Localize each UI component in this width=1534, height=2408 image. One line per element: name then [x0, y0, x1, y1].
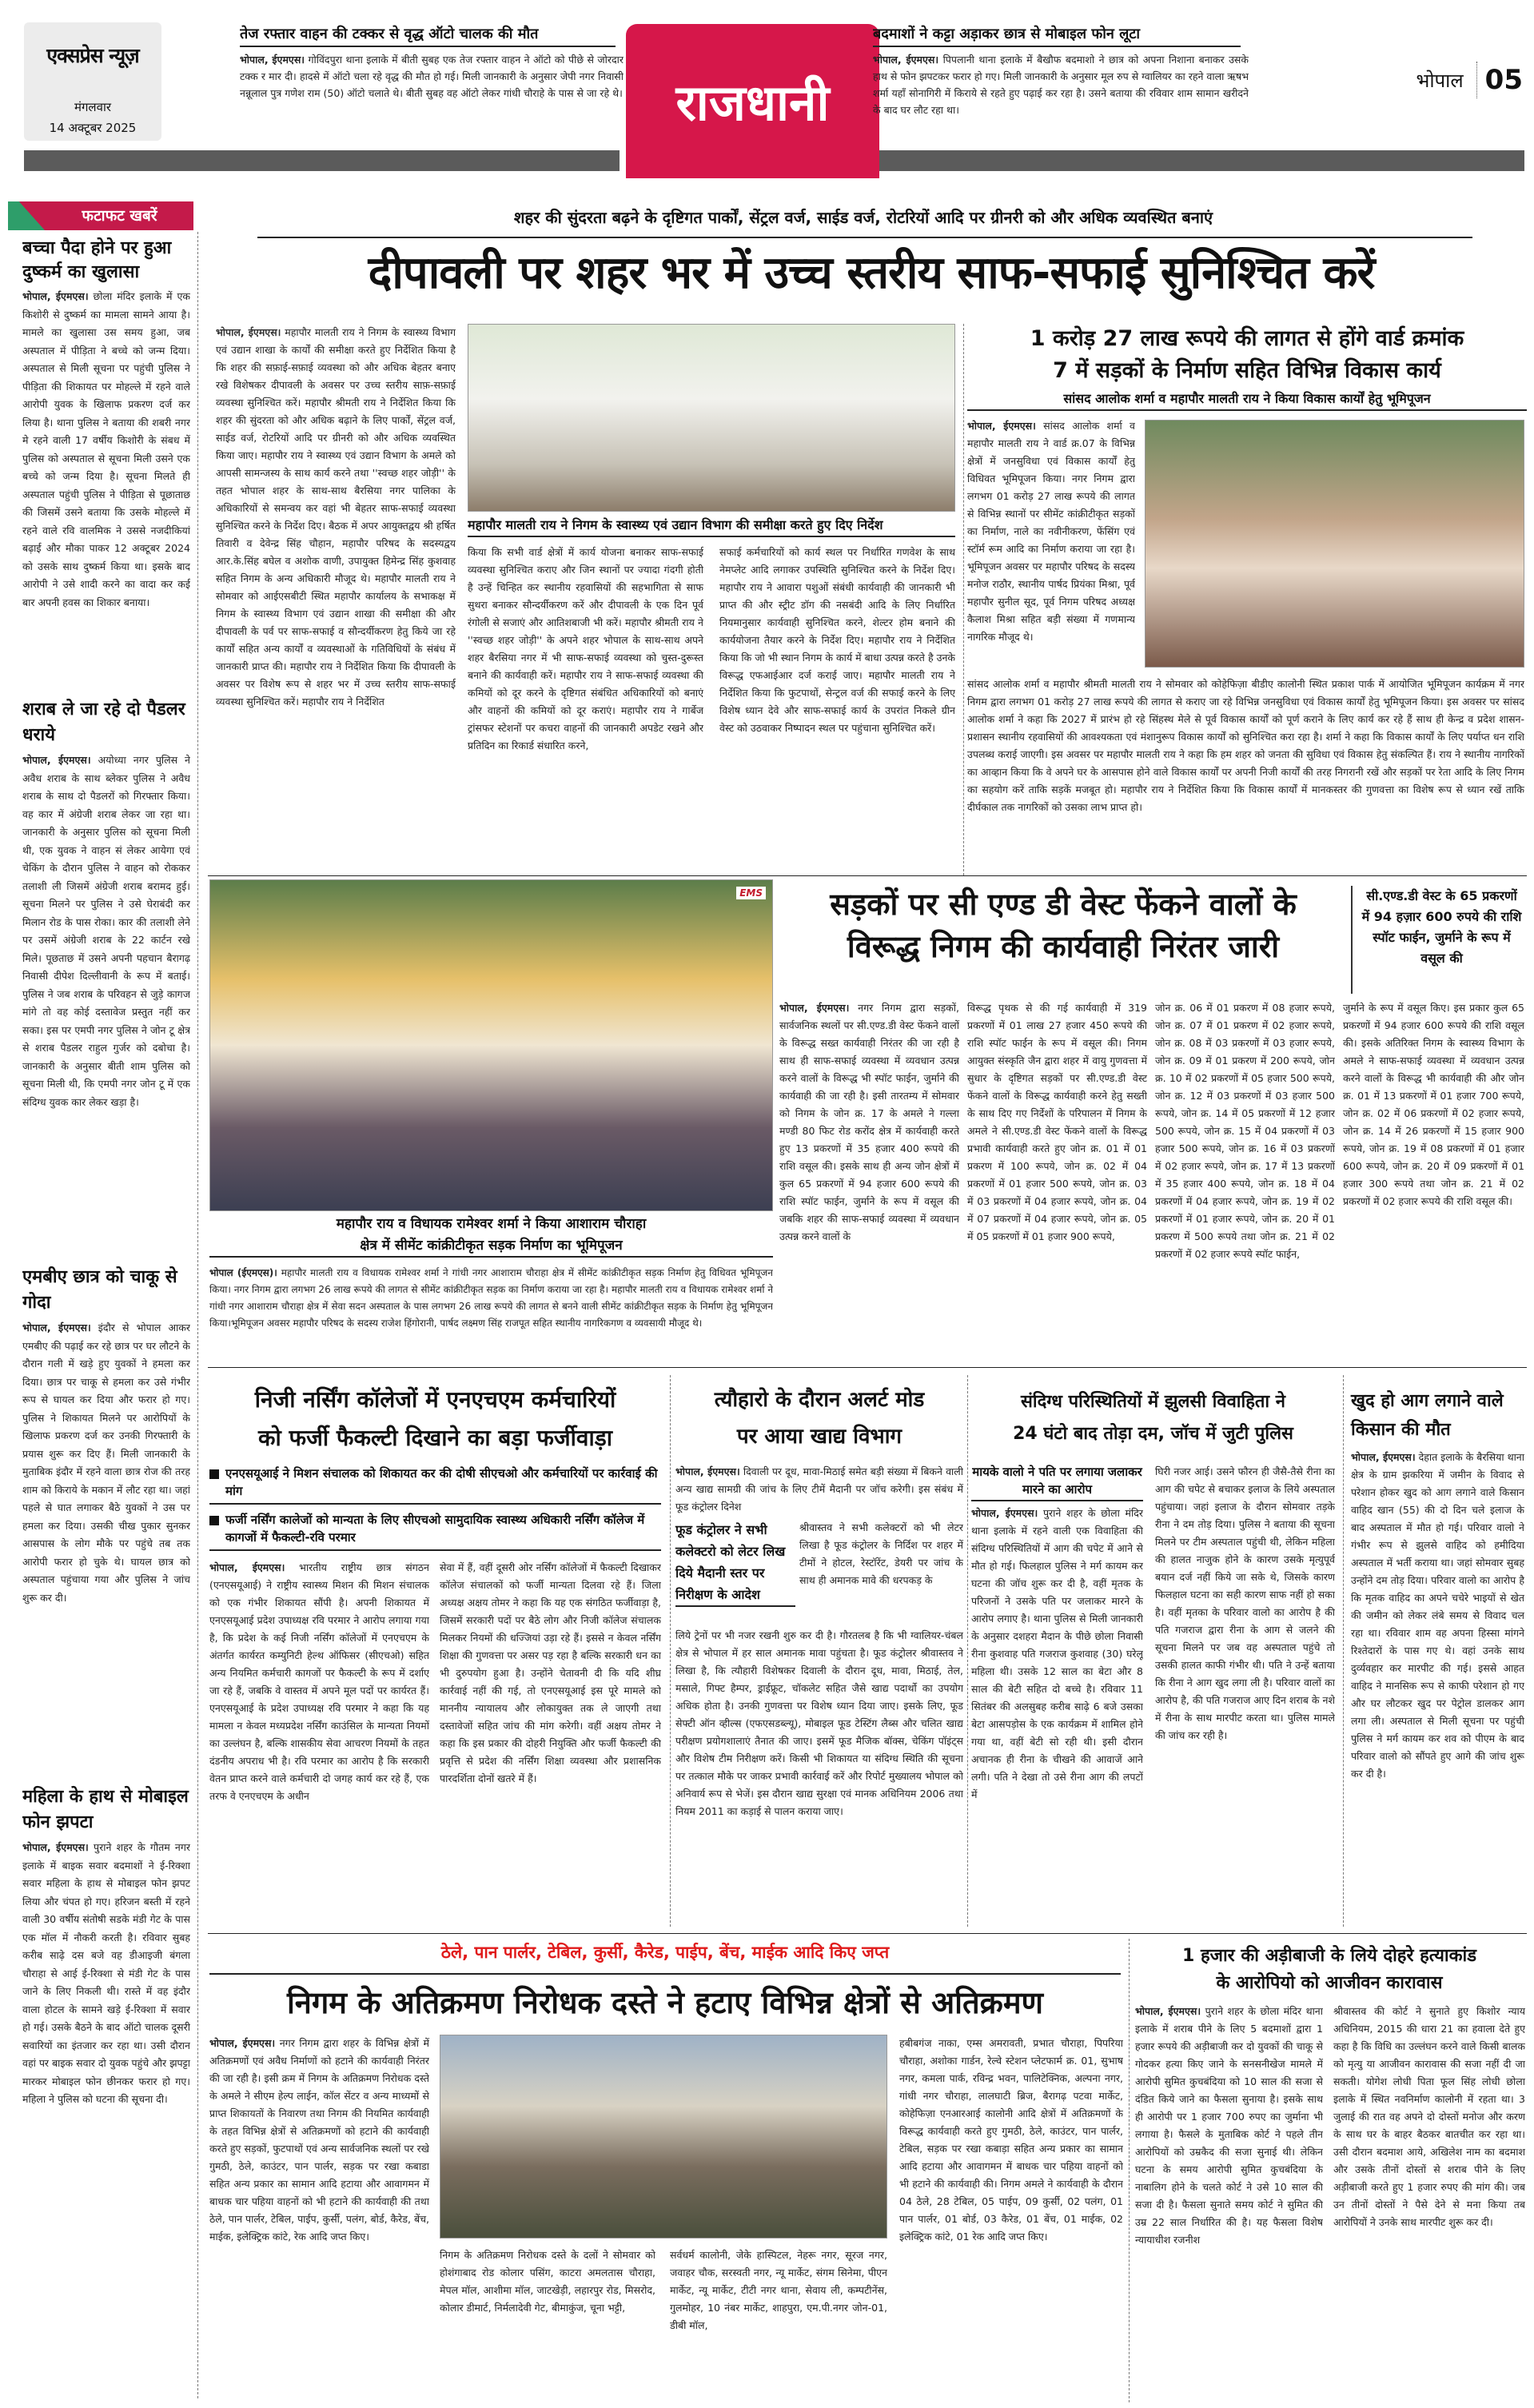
sidebar-story-2-dateline: भोपाल, ईएमएस।	[22, 754, 91, 766]
burn-headline-1: संदिग्ध परिस्थितियों में झुलसी विवाहिता ने	[1021, 1392, 1285, 1412]
lead-divider	[963, 324, 964, 875]
ward-body-col	[967, 676, 1524, 875]
top-brief-1-body: गोविंदपुरा थाना इलाके में बीती सुबह एक तेज रफ्तार वाहन ने ऑटो को पीछे से जोरदार टक्क र मार दी। हादसे में ऑटो चला रहे वृद्ध की मौत हो गई। मिली जानकारी के अनुसार जेपी नगर निवासी नन्नूलाल पुत्र गणेश राम (50) ऑटो चलाते थे। बीती सुबह वह ऑटो लेकर गांधी चौराहे के पास से जा रहे थे।	[240, 54, 624, 99]
square-bullet-icon	[209, 1469, 219, 1479]
sidebar-story-2-body: अयोध्या नगर पुलिस ने अवैध शराब के साथ ब्लेकर पुलिस ने अवैध शराब के साथ दो पैडलरों को गिरफ्तार किया। वह कार में अंग्रेजी शराब लेकर जा रहा था। जानकारी के अनुसार पुलिस को सूचना मिली थी, एक युवक ने वाहन सं लेकर आयेगा एवं चेकिंग के दौरान पुलिस ने वाहन को रोककर तलाशी ली जिसमें अंग्रेजी शराब बरामद हुई। सूचना मिलने पर पुलिस ने उसे घेराबंदी कर मिलान रोड के पास रोका। कार की तलाशी लेने पर उसमें अंग्रेजी शराब के 22 कार्टन रखे मिले। पूछताछ में उसने अपनी पहचान बैरागढ़ निवासी दीपेश दिल्लीवानी के रूप में बताई। पुलिस ने जब शराब के परिवहन से जुड़े कागज मांगे तो वह कोई दस्तावेज प्रस्तुत नहीं कर सका। इस पर एमपी नगर पुलिस ने जोन टू क्षेत्र से शराब पैडलर राहुल गुर्जर को दबोचा है। जानकारी के अनुसार बीती शाम पुलिस को सूचना मिली थी, कि एमपी नगर जोन टू में एक संदिग्ध युवक कार लेकर खड़ा है।	[22, 754, 190, 1108]
road-body-col	[209, 1265, 773, 1361]
burn-dateline: भोपाल, ईएमएस।	[971, 1507, 1038, 1519]
sidebar-story-1-body: छोला मंदिर इलाके में एक किशोरी से दुष्कर्म का मामला सामने आया है। मामले का खुलासा उस समय हुआ, जब अस्पताल में पीड़िता ने बच्चे को जन्म दिया। अस्पताल से मिली सूचना पर पहुंची पुलिस ने पीड़िता की शिकायत पर मोहल्ले में रहने वाले आरोपी युवक के खिलाफ प्रकरण दर्ज कर लिया है। थाना पुलिस ने बताया की शबरी नगर मे रहने वाली 17 वर्षीय किशोरी के संबध में पुलिस को अस्पताल से सूचना मिली उसने एक बच्चे को जन्म दिया है। सूचना मिलते ही अस्पताल पहुंची पुलिस ने पीड़िता से पूछाताछ की जिसमें उसने बताया कि उसके मोहल्ले में रहने वाले रवि वालमिक ने उससे नजदीकियां बढ़ाई और मौका पाकर 12 अक्टूबर 2024 को उसके साथ दुष्कर्म किया था। इसके बाद आरोपी ने उसे शादी करने का वादा कर कई बार अपनी हवस का शिकार बनाया।	[22, 290, 190, 608]
cd-body-1: नगर निगम द्वारा सड़कों, सार्वजनिक स्थलों पर सी.एण्ड.डी वेस्ट फेंकने वालों के विरूद्ध सख्त कार्यवाही निरंतर की जा रही है साथ ही साफ-सफाई व्यवस्था में व्यवधान उत्पन्न करने वालों के विरूद्ध भी स्पॉट फाईन, जुर्माने की कार्यवाही की जा रही है। इसी तारतम्य में सोमवार को निगम के जोन क्र. 17 के अमले ने गल्ला मण्डी 80 फिट रोड करोंद क्षेत्र में कार्यवाही करते हुए 13 प्रकरणों में 35 हजार 400 रूपये की राशि वसूल की। इसके साथ ही अन्य जोन क्षेत्रों में कुल 65 प्रकरणों में 94 हजार 600 रूपये की राशि स्पॉट फाईन, जुर्माने के रूप में वसूल की जबकि शहर की साफ-सफाई व्यवस्था में व्यवधान उत्पन्न करने वालों के	[779, 1002, 959, 1242]
encroach-body-4: हबीबगंज नाका, एम्स अमरावती, प्रभात चौराहा, पिपरिया चौराहा, अशोका गार्डन, रेल्वे स्टेशन प्लेटफार्म क्र. 01, सुभाष नगर, कमला पार्क, रविन्द्र भवन, पालिटेक्निक, अल्पना नगर, गांधी नगर चौराहा, लालघाटी ब्रिज, बैरागढ़ पटवा मार्केट, कोहेफिज़ा एनआरआई कालोनी आदि क्षेत्रों में अतिक्रमणों के विरूद्ध कार्यवाही करते हुए गुमठी, ठेले, काउंटर, पान पार्लर, टेबिल, सड़क पर रखा कबाड़ा सहित अन्य प्रकार का सामान आदि हटाया और आवागमन में बाधक चार पहिया वाहनों को भी हटाने की कार्यवाही की। निगम अमले ने कार्यवाही के दौरान 04 ठेले, 28 टेबिल, 05 पाईप, 09 कुर्सी, 02 पलंग, 01 पान पार्लर, 01 बोर्ड, 03 कैरेड, 01 बेंच, 01 माईक, 02 इलेक्ट्रिक कांटे, 01 रेक आदि जप्त किए।	[899, 2037, 1123, 2243]
road-dateline: भोपाल (ईएमएस)।	[209, 1267, 277, 1278]
farmer-headline: खुद हो आग लगाने वाले किसान की मौत	[1351, 1391, 1504, 1440]
masthead-band-right	[873, 150, 1524, 171]
sidebar-story-4-headline: महिला के हाथ से मोबाइल फोन झपटा	[22, 1787, 189, 1832]
ward-headline-2: 7 में सड़कों के निर्माण सहित विभिन्न विकास कार्य	[1053, 358, 1441, 383]
lead-dateline: भोपाल, ईएमएस।	[216, 326, 281, 338]
nursing-body-2: सेवा में हैं, वहीं दूसरी ओर नर्सिंग कॉलेजों में फैकल्टी दिखाकर कॉलेज संचालकों को फर्जी मान्यता दिलवा रहे हैं। जिला अध्यक्ष अक्षय तोमर ने कहा कि यह एक संगठित फर्जीवाड़ा है, जिसमें सरकारी पदों पर बैठे लोग और निजी कॉलेज संचालक मिलकर नियमों की धज्जियां उड़ा रहे हैं। इससे न केवल नर्सिंग शिक्षा की गुणवत्ता पर असर पड़ रहा है बल्कि सरकारी धन का भी दुरुपयोग हुआ है। उन्होंने चेतावनी दी कि यदि शीघ्र कार्रवाई नहीं की गई, तो एनएसयूआई इस पूरे मामले को माननीय न्यायालय और लोकायुक्त तक ले जाएगी तथा दस्तावेजों सहित जांच की मांग करेगी। वहीं अक्षय तोमर ने कहा कि इस प्रकार की दोहरी नियुक्ति और फर्जी फैकल्टी की प्रवृत्ति से प्रदेश की नर्सिंग शिक्षा व्यवस्था और प्रशासनिक पारदर्शिता दोनों खतरे में हैं।	[440, 1561, 661, 1784]
encroach-kicker: ठेले, पान पार्लर, टेबिल, कुर्सी, कैरेड, पाईप, बेंच, माईक आदि किए जप्त	[440, 1943, 890, 1962]
lead-headline: दीपावली पर शहर भर में उच्च स्तरीय साफ-सफाई सुनिश्चित करें	[368, 247, 1375, 299]
lead-body-2: किया कि सभी वार्ड क्षेत्रों में कार्य योजना बनाकर साफ-सफाई व्यवस्था सुनिश्चित कराए और जिन स्थानों पर ज्यादा गंदगी होती है उन्हें चिन्हित कर स्थानीय रहवासियों की सहभागिता से साफ सुथरा बनाकर सौन्दर्यीकरण करें और दीपावली के एक दिन पूर्व रंगोली से सजाएं और आतिशबाजी भी करें। महापौर श्रीमती राय ने ''स्वच्छ शहर जोड़ी'' के अपने शहर भोपाल के साथ-साथ अपने शहर बैरसिया नगर में भी साफ-सफाई व्यवस्था को चुस्त-दुरूस्त बनाने की कार्यवाही करें। महापौर राय ने साफ-सफाई व्यवस्था की कमियों को दूर करने के दृष्टिगत संबंधित अधिकारियों को बनाएं और वाहनों की कमियों को दूर कराएं। महापौर राय ने गार्बेज ट्रांसफर स्टेशनों पर कचरा वाहनों की जानकारी अपडेट रखने और प्रतिदिन का रिकार्ड संधारित करने,	[468, 546, 703, 752]
cd-col-1	[779, 999, 959, 1363]
murder-body-1: पुराने शहर के छोला मंदिर थाना इलाके में शराब पीने के लिए 5 बदमाशों द्वारा 1 हजार रूपये की अड़ीबाजी कर दो युवकों की चाकू से गोदकर हत्या किए जाने के सनसनीखेज मामले में आरोपी सुमित कुचबंदिया को 10 साल की सजा से दंडित किये जाने का फैसला सुनाया है। इसके साथ ही आरोपी पर 1 हजार 700 रुपए का जुर्माना भी लगाया है। फैसले के मुताबिक कोर्ट ने पहले तीन आरोपियों को उम्रकैद की सजा सुनाई थी। लेकिन घटना के समय आरोपी सुमित कुचबंदिया के नाबालिग होने के चलते कोर्ट ने उसे 10 साल की सजा दी है। फैसला सुनाते समय कोर्ट ने सुमित की उम्र 22 साल निर्धारित की है। यह फैसला विशेष न्यायाधीश रजनीश	[1135, 2005, 1323, 2246]
square-bullet-icon	[209, 1516, 219, 1525]
nursing-headline-2: को फर्जी फैकल्टी दिखाने का बड़ा फर्जीवाड़ा	[258, 1425, 612, 1451]
sidebar-story-3-dateline: भोपाल, ईएमएस।	[22, 1322, 91, 1334]
top-brief-1-headline: तेज रफ्तार वाहन की टक्कर से वृद्ध ऑटो चालक की मौत	[240, 24, 616, 47]
burn-subhead: मायके वालो ने पति पर लगाया जलाकर मारने का आरोप	[971, 1463, 1143, 1501]
food-dateline: भोपाल, ईएमएस।	[675, 1465, 740, 1477]
sidebar-story-1-headline: बच्चा पैदा होने पर हुआ दुष्कर्म का खुलासा	[22, 238, 172, 282]
section-title-box	[626, 24, 879, 178]
murder-headline-2: के आरोपियो को आजीवन कारावास	[1216, 1973, 1443, 1993]
nursing-bullet-1	[209, 1465, 661, 1505]
lead-photo	[468, 324, 955, 512]
sidebar-divider	[197, 232, 198, 2398]
nursing-bullet-2-text: फर्जी नर्सिंग कालेजों को मान्यता के लिए सीएचओ सामुदायिक स्वास्थ्य अधिकारी नर्सिंग कॉलेज में कागजों में फैकल्टी-रवि परमार	[225, 1513, 645, 1545]
nursing-col-1	[209, 1559, 429, 1927]
food-pullquote: फूड कंट्रोलर ने सभी कलेक्टरो को लेटर लिख दिये मैदानी स्तर पर निरीक्षण के आदेश	[675, 1519, 795, 1607]
cd-body-2: विरूद्ध पृथक से की गई कार्यवाही में 319 प्रकरणों में 01 लाख 27 हजार 450 रूपये की राशि स्पॉट फाईन के रूप में वसूल की। निगम आयुक्त संस्कृति जैन द्वारा शहर में वायु गुणवत्ता में सुधार के दृष्टिगत सड़कों पर सी.एण्ड.डी वेस्ट फेंकने वालों के विरूद्ध कार्यवाही करने हेतु सख्ती के साथ दिए गए निर्देशों के परिपालन में निगम के अमले ने सी.एण्ड.डी वेस्ट फेंकने वालों के विरूद्ध प्रभावी कार्यवाही करते हुए जोन क्र. 01 में 01 प्रकरण में 100 रूपये, जोन क्र. 02 में 04 प्रकरणों में 01 हजार 500 रूपये, जोन क्र. 03 में 03 प्रकरणों में 04 हजार रूपये, जोन क्र. 04 में 07 प्रकरणों में 04 हजार रूपये, जोन क्र. 05 में 05 प्रकरणों में 01 हजार 900 रूपये,	[967, 1002, 1147, 1242]
murder-dateline: भोपाल, ईएमएस।	[1135, 2005, 1201, 2017]
encroach-photo	[440, 2035, 887, 2239]
food-lead-body: दिवाली पर दूध, मावा-मिठाई समेत बड़ी संख्या में बिकने वाली अन्य खाद्य सामग्री की जांच के लिए टीमें मैदानी पर जॉच करेगी। इस संबंध में फूड कंट्रोलर दिनेश	[675, 1465, 963, 1513]
murder-body-2: श्रीवास्तव की कोर्ट ने सुनाते हुए किशोर न्याय अधिनियम, 2015 की धारा 21 का हवाला देते हुए कहा है कि विधि का उल्लंघन करने वाले किसी बालक को मृत्यु या आजीवन कारावास की सजा नहीं दी जा सकती। योगेश लोधी पिता फूल सिंह लोधी छोला इलाके में स्थित नवनिर्माण कालोनी में रहता था। 3 जुलाई की रात वह अपने दो दोस्तों मनोज और करण के साथ घर के बाहर बैठकर बातचीत कर रहा था। उसी दौरान बदमाश आये, अखिलेश नाम का बदमाश और उसके तीनों दोस्तों से शराब पीने के लिए अड़ीबाजी करते हुए 1 हजार रुपए की मांग की। जब उन तीनों दोस्तों ने पैसे देने से मना किया तब आरोपियों ने उनके साथ मारपीट शुरू कर दी।	[1333, 2005, 1525, 2228]
burn-col-1	[971, 1505, 1143, 1927]
section-title: राजधानी	[675, 73, 830, 132]
road-caption-2: क्षेत्र में सीमेंट कांक्रीटीकृत सड़क निर्माण का भूमिपूजन	[209, 1235, 773, 1258]
sidebar-story-2	[22, 697, 190, 1247]
sidebar-column	[22, 237, 190, 2395]
ward-subhead: सांसद आलोक शर्मा व महापौर मालती राय ने किया विकास कार्यों हेतु भूमिपूजन	[967, 389, 1527, 411]
masthead-brand-box	[24, 22, 161, 141]
top-brief-1	[240, 24, 624, 148]
burn-body-2: घिरी नजर आई। उसने फौरन ही जैसै-तैसे रीना का आग की चपेट से बचाकर इलाज के लिये अस्पताल पहुंचाया। जहां इलाज के दौरान सोमवार तड़के रीना ने दम तोड़ दिया। पुलिस ने बताया की सूचना मिलने पर टीम अस्पताल पहुंची थी, लेकिन महिला की हालत नाजुक होने के कारण उसके मृत्युपूर्व बयान दर्ज नहीं किये जा सके थे, जिसके कारण फिलहाल घटना का सही कारण साफ नहीं हो सका है। वहीं मृतका के परिवार वालो का आरोप है की पति गजराज द्वारा रीना के आग से जलने की सूचना मिलने पर जब वह अस्पताल पहुंचे तो उसकी हालत काफी गंभीर थी। पति ने उन्हें बताया कि रीना ने आग खुद लगा ली है। परिवार वालों का आरोप है, की पति गजराज आए दिन शराब के नशे में रीना के साथ मारपीट करता था। पुलिस मामले की जांच कर रही है।	[1155, 1465, 1335, 1741]
food-body-col	[675, 1627, 963, 1927]
burn-body-1: पुराने शहर के छोला मंदिर थाना इलाके में रहने वाली एक विवाहिता की संदिग्ध परिस्थितियों में आग की चपेट में आने से मौत हो गई। फिलहाल पुलिस ने मर्ग कायम कर घटना की जॉच शुरू कर दी है, वहीं मृतक के परिजनों ने उसके पति पर जलाकर मारने के आरोप लगाए है। थाना पुलिस से मिली जानकारी के अनुसार दशहरा मैदान के पीछे छोला निवासी रीना कुशवाह पति गजराज कुशवाह (30) घरेलू महिला थी। उसके 12 साल का बेटा और 8 साल की बेटी सहित दो बच्चे है। रविवार 11 सितंबर की अलसुबह करीब साढ़े 6 बजे उसका बेटा आसपड़ोस के एक कार्यक्रम में शामिल होने गया था, वहीं बेटी सो रही थी। इसी दौरान अचानक ही रीना के चीखने की आवाजें आने लगी। पति ने देखा तो उसे रीना आग की लपटों में	[971, 1507, 1143, 1800]
lead-body-3: सफाई कर्मचारियों को कार्य स्थल पर निर्धारित गणवेश के साथ नेमप्लेट आदि लगाकर उपस्थिति सुनिश्चित करने के निर्देश दिए। महापौर राय ने आवारा पशुओं संबंधी कार्यवाही की जानकारी भी प्राप्त की और स्ट्रीट डॉग की नसबंदी आदि के लिए निर्धारित नियमानुसार कार्यवाही सुनिश्चित करने, शेल्टर होम बनाने की कार्ययोजना तैयार करने के निर्देश दिए। महापौर राय ने निर्देशित किया कि जो भी स्थान निगम के कार्य में बाधा उत्पन्न करते है उनके विरूद्ध एफआईआर दर्ज कराई जाए। महापौर मालती राय ने निर्देशित किया कि फुटपाथों, सेन्ट्रल वर्ज की सफाई करने के लिए विशेष ध्यान देवे और साफ-सफाई कार्य के उपरांत निकले ग्रीन वेस्ट को उठवाकर निष्पादन स्थल पर पहुंचाना सुनिश्चित करें।	[719, 546, 955, 734]
encroach-col-2	[440, 2247, 655, 2398]
brand-name: एक्सप्रेस न्यूज़	[46, 44, 139, 67]
encroach-body-3: सर्वधर्म कालोनी, जेके हास्पिटल, नेहरू नगर, सूरज नगर, जवाहर चौक, सरस्वती नगर, न्यू मार्केट, संगम सिनेमा, पीएन मार्केट, न्यू मार्केट, टीटी नगर थाना, सेवाय ली, कम्पटीनेंस, गुलमोहर, 10 नंबर मार्केट, शाहपुरा, एम.पी.नगर जोन-01, डीबी मॉल,	[670, 2249, 887, 2331]
road-body: महापौर मालती राय व विधायक रामेश्वर शर्मा ने गांधी नगर आशाराम चौराहा क्षेत्र में सीमेंट कांक्रीटीकृत सड़क निर्माण हेतु विधिवत भूमिपूजन किया। नगर निगम द्वारा लगभग 26 लाख रूपये की लागत से सीमेंट कांक्रीटीकृत सड़क का निर्माण कराया जा रहा है। महापौर मालती राय व विधायक रामेश्वर शर्मा ने गांधी नगर आशाराम चौराहा क्षेत्र में सेवा सदन अस्पताल के पास लगभग 26 लाख रूपये की लागत से बनने वाली सीमेंट कांक्रीटीकृत सड़क के निर्माण हेतु भूमिपूजन किया।भूमिपूजन अवसर महापौर परिषद के सदस्य राजेश हिंगोरानी, पार्षद लक्ष्मण सिंह राजपूत सहित स्थानीय नागरिकगण व व्यवसायी मौजूद थे।	[209, 1267, 773, 1329]
ward-photo	[1145, 420, 1524, 668]
sidebar-story-2-headline: शराब ले जा रहे दो पैडलर धराये	[22, 700, 185, 745]
nursing-col-2	[440, 1559, 661, 1927]
encroach-body-1: नगर निगम द्वारा शहर के विभिन्न क्षेत्रों में अतिक्रमणों एवं अवैध निर्माणों को हटाने की कार्यवाही निरंतर की जा रही है। इसी क्रम में निगम के अतिक्रमण निरोधक दस्ते के अमले ने सीएम हेल्प लाईन, कॉल सेंटर व अन्य माध्यमों से प्राप्त शिकायतों के निवारण तथा निगम की नियमित कार्यवाही के तहत विभिन्न क्षेत्रों से अतिक्रमणों को हटाने की कार्यवाही करते हुए सड़कों, फुटपाथों एवं अन्य सार्वजनिक स्थलों पर रखे गुमठी, ठेले, काउंटर, पान पार्लर, सड़क पर रखा कबाडा सहित अन्य प्रकार का सामान आदि हटाया और आवागमन में बाधक चार पहिया वाहनों को भी हटाने की कार्यवाही की तथा ठेले, पान पार्लर, टेबिल, पाईप, कुर्सी, पलंग, बोर्ड, कैरेड, बेंच, माईक, इलेक्ट्रिक कांटे, रेक आदि जप्त किए।	[209, 2037, 429, 2243]
section-rule-1	[208, 875, 1527, 876]
farmer-dateline: भोपाल, ईएमएस।	[1351, 1451, 1416, 1463]
sidebar-story-4	[22, 1784, 190, 2286]
lead-col-2	[468, 544, 703, 871]
lead-kicker: शहर की सुंदरता बढ़ने के दृष्टिगत पार्कों, सेंट्रल वर्ज, साईड वर्ज, रोटरियों आदि पर ग्रीनरी को और अधिक व्यवस्थित बनाएं	[513, 208, 1213, 227]
cd-dateline: भोपाल, ईएमएस।	[779, 1002, 850, 1014]
cd-col-3	[1155, 999, 1335, 1363]
cd-body-3: जोन क्र. 06 में 01 प्रकरण में 08 हजार रूपये, जोन क्र. 07 में 01 प्रकरण में 02 हजार रूपये, जोन क्र. 08 में 03 प्रकरणों में 03 हजार रूपये, जोन क्र. 09 में 01 प्रकरण में 200 रूपये, जोन क्र. 10 में 02 प्रकरणों में 05 हजार 500 रूपये, जोन क्र. 12 में 03 प्रकरणों में 03 हजार 500 रूपये, जोन क्र. 14 में 05 प्रकरणों में 12 हजार 500 रूपये, जोन क्र. 15 में 04 प्रकरणों में 03 हजार 500 रूपये, जोन क्र. 16 में 03 प्रकरणों में 02 हजार रूपये, जोन क्र. 17 में 13 प्रकरणों में 35 हजार 400 रूपये, जोन क्र. 18 में 04 प्रकरणों में 04 हजार रूपये, जोन क्र. 19 में 02 प्रकरणों में 01 हजार रूपये, जोन क्र. 20 में 01 प्रकरण में 500 रूपये तथा जोन क्र. 21 में 02 प्रकरणों में 02 हजार रूपये स्पॉट फाईन,	[1155, 1002, 1335, 1260]
cd-headline-2: विरूद्ध निगम की कार्यवाही निरंतर जारी	[847, 929, 1280, 964]
masthead-band-left	[24, 150, 620, 171]
food-side-col	[799, 1519, 963, 1625]
ems-badge: EMS	[736, 887, 766, 899]
sidebar-story-3-body: इंदौर से भोपाल आकर एमबीए की पढ़ाई कर रहे छात्र पर घर लौटने के दौरान गली में खड़े हुए युवकों ने हमला कर दिया। छात्र पर चाकू से हमला कर उसे गंभीर रूप से घायल कर दिया और फरार हो गए। पुलिस ने शिकायत मिलने पर आरोपियों के खिलाफ प्रकरण दर्ज कर उनकी गिरफ्तारी के प्रयास शुरू कर दिए हैं। मिली जानकारी के मुताबिक इंदौर में रहने वाला छात्र रोज की तरह शाम को किराये के मकान में लौट रहा था। जहां पहले से घात लगाकर बैठे युवकों ने उस पर हमला कर दिया। उसकी चीख पुकार सुनकर आसपास के लोग मौके पर पहुंचे तब तक आरोपी फरार हो चुके थे। घायल छात्र को अस्पताल पहुंचाया गया और पुलिस ने जांच शुरू कर दी।	[22, 1322, 190, 1604]
page-number: 05	[1484, 64, 1523, 96]
ward-body: सांसद आलोक शर्मा व महापौर श्रीमती मालती राय ने सोमवार को कोहेफिज़ा बीडीए कालोनी स्थित प्रकाश पार्क में आयोजित भूमिपूजन कार्यक्रम में नगर निगम द्वारा लगभग 01 करोड़ 27 लाख रूपये की लागत से कराए जा रहे विभिन्न जनसुविधा एवं विकास कार्यों हेतु भूमिपूजन किया। इस अवसर पर सांसद आलोक शर्मा ने कहा कि 2027 में प्रारंभ हो रहे सिंहस्थ मेले से पूर्व विकास कार्यों को पूर्ण कराने के लिए कार्य कर रहे हैं साथ ही केन्द्र व प्रदेश शासन-प्रशासन स्थानीय रहवासियों की आवश्यकता एवं मंशानुरूप विकास कार्यों को सुनिश्चित करा रहा है। शर्मा ने कहा कि विकास कार्यों के लिए पर्याप्त धन राशि उपलब्ध कराई जाएगी। इस अवसर पर महापौर मालती राय ने कहा कि हम शहर को जनता की सुविधा एवं विकास हेतु संकल्पित हैं। राय ने स्थानीय नागरिकों का आव्हान किया कि वे अपने घर के आसपास होने वाले विकास कार्यों पर अपनी निजी कार्यों की तरह निगरानी रखें और सड़कों पर रेता आदि के लिए निगम का सहयोग करें ताकि सड़कें मजबूत हो। महापौर राय ने निर्देशित किया कि विकास कार्यों में मानकस्तर की गुणवत्ता का विशेष रूप से ध्यान रखें ताकि दीर्घकाल तक नागरिकों को उसका लाभ प्राप्त हो।	[967, 678, 1524, 813]
burn-headline-2: 24 घंटो बाद तोड़ा दम, जॉच में जुटी पुलिस	[1013, 1424, 1293, 1444]
top-brief-2-dateline: भोपाल, ईएमएस।	[873, 54, 939, 66]
ward-lead-col	[967, 417, 1135, 673]
lead-body-1: महापौर मालती राय ने निगम के स्वास्थ्य विभाग एवं उद्यान शाखा के कार्यों की समीक्षा करते हुए निर्देशित किया है कि शहर की सफ़ाई-सफ़ाई व्यवस्था को और अधिक बेहतर बनाए रखे विशेषकर दीपावली के अवसर पर उच्च स्तरीय साफ़-सफ़ाई व्यवस्था सुनिश्चित करें। महापौर श्रीमती राय ने निर्देशित किया कि शहर की सुंदरता को और अधिक बढ़ाने के लिए पार्कों, सेंट्रल वर्ज, साईड वर्ज, रोटरियों आदि पर ग्रीनरी को और अधिक व्यवस्थित किया जाए। महापौर राय ने स्वास्थ्य एवं उद्यान विभाग के अमले को आपसी सामन्जस्य के साथ कार्य करने तथा ''स्वच्छ शहर जोड़ी'' के तहत भोपाल शहर के साथ-साथ बैरसिया नगर पालिका के अधिकारियों से समन्वय कर वहां भी बेहतर साफ-सफाई व्यवस्था सुनिश्चित करने के निर्देश दिए। बैठक में अपर आयुक्तद्वय श्री हर्षित तिवारी व देवेन्द्र सिंह चौहान, महापौर परिषद के सदस्यद्वय आर.के.सिंह बघेल व अशोक वाणी, उपायुक्त हिमेन्द्र सिंह कुशवाह सहित निगम के अन्य अधिकारी मौजूद थे। महापौर मालती राय ने सोमवार को आईएसबीटी स्थित महापौर कार्यालय के सभाकक्ष में निगम के स्वास्थ्य विभाग एवं उद्यान शाखा की समीक्षा की और दीपावली के पर्व पर साफ-सफाई व सौन्दर्यीकरण हेतु किये जा रहे कार्यों सहित अन्य कार्यों व व्यवस्थाओं के गतिविधियों के संबंध में जानकारी प्राप्त की। महापौर राय ने निर्देशित किया कि दीपावली के अवसर पर विशेष रूप से शहर भर में उच्च स्तरीय साफ-सफाई व्यवस्था सुनिश्चित करें। महापौर राय ने निर्देशित	[216, 326, 456, 708]
cd-body-4: जुर्माने के रूप में वसूल किए। इस प्रकार कुल 65 प्रकरणों में 94 हजार 600 रूपये की राशि वसूल की। इसके अतिरिक्त निगम के स्वास्थ्य विभाग के अमले ने साफ-सफाई व्यवस्था में व्यवधान उत्पन्न करने वालों के विरूद्ध भी कार्यवाही की और जोन क्र. 01 में 13 प्रकरणों में 01 हजार 700 रूपये, जोन क्र. 02 में 06 प्रकरणों में 02 हजार रूपये, जोन क्र. 14 में 26 प्रकरणों में 15 हजार 900 रूपये, जोन क्र. 19 में 08 प्रकरणों में 01 हजार 600 रूपये, जोन क्र. 20 में 09 प्रकरणों में 01 हजार 300 रूपये तथा जोन क्र. 21 में 02 प्रकरणों में 02 हजार रूपये की राशि वसूल की।	[1343, 1002, 1524, 1207]
encroach-col-4	[899, 2035, 1123, 2398]
nursing-bullet-1-text: एनएसयूआई ने मिशन संचालक को शिकायत कर की दोषी सीएचओ और कर्मचारियों पर कार्रवाई की मांग	[225, 1466, 658, 1498]
sidebar-label-text: फटाफट खबरें	[82, 207, 157, 225]
food-body: लिये ट्रेनों पर भी नजर रखनी शुरु कर दी है। गौरतलब है कि भी ग्वालियर-चंबल क्षेत्र से भोपाल में हर साल अमानक मावा पहुंचता है। फूड कंट्रोलर श्रीवास्तव ने लिखा है, कि त्यौहारी विशेषकर दिवाली के दौरान दूध, मावा, मिठाई, तेल, मसाले, गिफ्ट हैम्पर, ड्राईफ्रूट, चॉकलेट सहित जैसे खाद्य पदार्थो का उपयोग अधिक होता है। उनकी गुणवत्ता पर विशेष ध्यान दिया जाए। इसके लिए, फूड सेफ्टी ऑन व्हील्स (एफएसडब्ल्यू), मोबाइल फूड टेस्टिंग लैब्स और चलित खाद्य परीक्षण प्रयोगशालाएं तैनात की जाए। इसमें फूड मैजिक बॉक्स, चेकिंग पॉइंट्स और विशेष टीम निरीक्षण करें। किसी भी शिकायत या संदिग्ध स्थिति की सूचना पर तत्काल मौके पर जाकर प्रभावी कार्रवाई करें और रिपोर्ट मुख्यालय भोपाल को अनिवार्य रूप से भेजें। इस दौरान खाद्य सुरक्षा एवं मानक अधिनियम 2006 तथा नियम 2011 का कड़ाई से पालन कराया जाए।	[675, 1629, 963, 1817]
murder-headline-1: 1 हजार की अड़ीबाजी के लिये दोहरे हत्याकांड	[1182, 1946, 1476, 1966]
food-side-body: श्रीवास्तव ने सभी कलेक्टरों को भी लेटर लिखा है फूड कंट्रोलर के निर्दिश पर शहर में टीमों ने होटल, रेस्टॉरेंट, डेयरी पर जांच के साथ ही अमानक मावे की धरपकड़ के	[799, 1521, 963, 1586]
encroach-dateline: भोपाल, ईएमएस।	[209, 2037, 276, 2049]
nursing-bullet-2	[209, 1511, 661, 1551]
top-brief-2-body: पिपलानी थाना इलाके में बैखौफ बदमाशो ने छात्र को अपना निशाना बनाकर उसके हाथ से फोन झपटकर फरार हो गए। मिली जानकारी के अनुसार मूल रुप से ग्वालियर का रहने वाला ऋषभ शर्मा यहॉं सोनागिरी में किराये से रहते हुए पढ़ाई कर रहा है। उसने बताया की रविवार शाम सामान खरीदने के बाद घर लौट रहा था।	[873, 54, 1249, 116]
burn-col-2	[1155, 1463, 1335, 1927]
lead-col-3	[719, 544, 955, 871]
encroach-col-1	[209, 2035, 429, 2398]
sidebar-story-4-body: पुराने शहर के गौतम नगर इलाके में बाइक सवार बदमाशों ने ई-रिक्शा सवार महिला के हाथ से मोबाइल फोन झपट लिया और चंपत हो गए। हरिजन बस्ती में रहने वाली 30 वर्षीय संतोषी सडके मंडी गेट के पास एक मॉल में नौकरी करती है। रविवार सुबह करीब साढ़े दस बजे वह डीआइजी बंगला चौराहा से आई ई-रिक्शा से मंडी गेट के पास जाने के लिए निकली थी। रास्ते में वह इंदौर वाला होटल के सामने खड़े ई-रिक्शा में सवार हो गई। उसके बैठने के बाद ऑटो चालक दूसरी सवारियों का इंतजार कर रहा था। उसी दौरान वहां पर बाइक सवार दो युवक पहुंचे और झपट्टा मारकर मोबाइल फोन छीनकर फरार हो गए। महिला ने पुलिस को घटना की सूचना दी।	[22, 1841, 190, 2105]
lead-col-1	[216, 324, 456, 875]
nursing-body-1: भारतीय राष्ट्रीय छात्र संगठन (एनएसयूआई) ने राष्ट्रीय स्वास्थ्य मिशन की मिशन संचालक को एक गंभीर शिकायत सौंपी है। अपनी शिकायत में एनएसयूआई प्रदेश उपाध्यक्ष रवि परमार ने आरोप लगाया गया है, कि प्रदेश के कई निजी नर्सिंग कॉलेजों में एनएचएम के अंतर्गत कार्यरत कम्युनिटी हेल्थ ऑफिसर (सीएचओ) सहित अन्य नियमित कर्मचारी कागजों पर फैकल्टी के रूप में दर्शाए जा रहे हैं, जबकि वे वास्तव में अपने मूल पदों पर कार्यरत हैं। एनएसयूआई के प्रदेश उपाध्यक्ष रवि परमार ने कहा कि यह मामला न केवल मध्यप्रदेश नर्सिंग काउंसिल के मान्यता नियमों का उल्लंघन है, बल्कि शासकीय सेवा आचरण नियमों के तहत दंडनीय अपराध भी है। रवि परमार का आरोप है कि सरकारी वेतन प्राप्त करने वाले कर्मचारी दो जगह कार्य कर रहे हैं, एक तरफ वे एनएचएम के अधीन	[209, 1561, 429, 1802]
cd-sidebar-blurb	[1351, 886, 1523, 994]
burn-divider	[1343, 1375, 1344, 1927]
encroach-body-2: निगम के अतिक्रमण निरोधक दस्ते के दलों ने सोमवार को होशंगाबाद रोड कोलार पसिंग, काटरा अमलतास चौराहा, मेपल मॉल, आशीमा मॉल, जाटखेड़ी, लहारपुर रोड, मिसरोद, कोलार डीमार्ट, निर्मलादेवी गेट, बीमाकुंज, चूना भट्टी,	[440, 2249, 655, 2314]
ward-lead-body: सांसद आलोक शर्मा व महापौर मालती राय ने वार्ड क्र.07 के विभिन्न क्षेत्रों में जनसुविधा एवं विकास कार्यों हेतु विधिवत भूमिपूजन किया। नगर निगम द्वारा लगभग 01 करोड़ 27 लाख रूपये की लागत से विभिन्न स्थानों पर सीमेंट कांक्रीटीकृत सड़कों का निर्माण, नाले का नवीनीकरण, फेंसिंग एवं स्टॉर्म रूम आदि का निर्माण कराया जा रहा है। भूमिपूजन अवसर पर महापौर परिषद के सदस्य मनोज राठौर, स्थानीय पार्षद प्रियंका मिश्रा, पूर्व महापौर सुनील सूद, पूर्व निगम परिषद अध्यक्ष कैलाश मिश्रा सहित बड़ी संख्या में गणमान्य नागरिक मौजूद थे।	[967, 420, 1135, 643]
food-headline-2: पर आया खाद्य विभाग	[736, 1425, 902, 1449]
cd-headline-1: सड़कों पर सी एण्ड डी वेस्ट फेंकने वालों के	[830, 887, 1297, 922]
issue-date: 14 अक्टूबर 2025	[49, 121, 137, 135]
farmer-col	[1351, 1449, 1524, 1927]
lead-photo-caption: महापौर मालती राय ने निगम के स्वास्थ्य एवं उद्यान विभाग की समीक्षा करते हुए दिए निर्देश	[468, 516, 955, 537]
food-headline-1: त्यौहारो के दौरान अलर्ट मोड	[714, 1388, 925, 1412]
cd-col-4	[1343, 999, 1524, 1363]
encroach-divider	[1129, 1939, 1130, 2402]
folio	[1259, 60, 1523, 100]
encroach-kicker-rule	[209, 1973, 1121, 1975]
sidebar-story-3-headline: एमबीए छात्र को चाकू से गोदा	[22, 1267, 177, 1313]
ward-dateline: भोपाल, ईएमएस।	[967, 420, 1036, 432]
lead-kicker-rule	[257, 237, 1472, 238]
sidebar-story-1	[22, 237, 190, 680]
ward-headline-1: 1 करोड़ 27 लाख रूपये की लागत से होंगे वार्ड क्रमांक	[1030, 326, 1464, 351]
nursing-divider	[670, 1375, 671, 1927]
section-rule-2	[208, 1367, 1527, 1368]
folio-city: भोपाल	[1416, 69, 1464, 92]
food-lead	[675, 1463, 963, 1517]
farmer-body: देहात इलाके के बैरसिया थाना क्षेत्र के ग्राम झकरिया में जमीन के विवाद से परेशान होकर खुद को आग लगाने वाले किसान वाहिद खान (55) की दो दिन चले इलाज के बाद अस्पताल में मौत हो गई। परिवार वालो ने गंभीर रूप से झुलसे वाहिद को हमीदिया अस्पताल में भर्ती कराया था। जहां सोमवार सुबह उन्होंने दम तोड़ दिया। परिवार वालो का आरोप है कि मृतक वाहिद का अपने चचेरे भाइयों से खेत की जमीन को लेकर लंबे समय से विवाद चल रहा था। रविवार शाम वह अपना हिस्सा मांगने रिश्तेदारों के पास गए थे। वहां उनके साथ दुर्व्यवहार कर मारपीट की गई। इससे आहत वाहिद ने मानसिक रूप से काफी परेशान हो गए और घर लौटकर खुद पर पेट्रोल डालकर आग लगा ली। अस्पताल से मिली सूचना पर पहुंची पुलिस ने मर्ग कायम कर शव को पीएम के बाद परिवार वालो को सौंपते हुए आगे की जांच शुरू कर दी है।	[1351, 1451, 1524, 1780]
top-brief-2	[873, 24, 1249, 148]
murder-col-2	[1333, 2003, 1525, 2398]
sidebar-story-4-dateline: भोपाल, ईएमएस।	[22, 1841, 89, 1853]
nursing-headline-1: निजी नर्सिंग कॉलेजों में एनएचएम कर्मचारियों	[254, 1386, 616, 1413]
nursing-dateline: भोपाल, ईएमएस।	[209, 1561, 285, 1573]
section-rule-3	[208, 1933, 1527, 1934]
murder-col-1	[1135, 2003, 1323, 2398]
weekday: मंगलवार	[74, 100, 111, 114]
food-divider	[967, 1375, 968, 1927]
top-brief-2-headline: बदमाशों ने कट्टा अड़ाकर छात्र से मोबाइल फोन लूटा	[873, 24, 1241, 47]
encroach-col-3	[670, 2247, 887, 2398]
cd-col-2	[967, 999, 1147, 1363]
encroach-headline: निगम के अतिक्रमण निरोधक दस्ते ने हटाए विभिन्न क्षेत्रों से अतिक्रमण	[286, 1985, 1044, 2020]
cd-blurb-text: सी.एण्ड.डी वेस्ट के 65 प्रकरणों में 94 हज़ार 600 रुपये की राशि स्पॉट फाईन, जुर्माने के रूप में वसूल की	[1361, 888, 1522, 966]
road-caption-1: महापौर राय व विधायक रामेश्वर शर्मा ने किया आशाराम चौराहा	[336, 1216, 647, 1232]
road-photo	[209, 879, 773, 1211]
sidebar-story-3	[22, 1265, 190, 1767]
top-brief-1-dateline: भोपाल, ईएमएस।	[240, 54, 305, 66]
sidebar-story-1-dateline: भोपाल, ईएमएस।	[22, 290, 89, 302]
